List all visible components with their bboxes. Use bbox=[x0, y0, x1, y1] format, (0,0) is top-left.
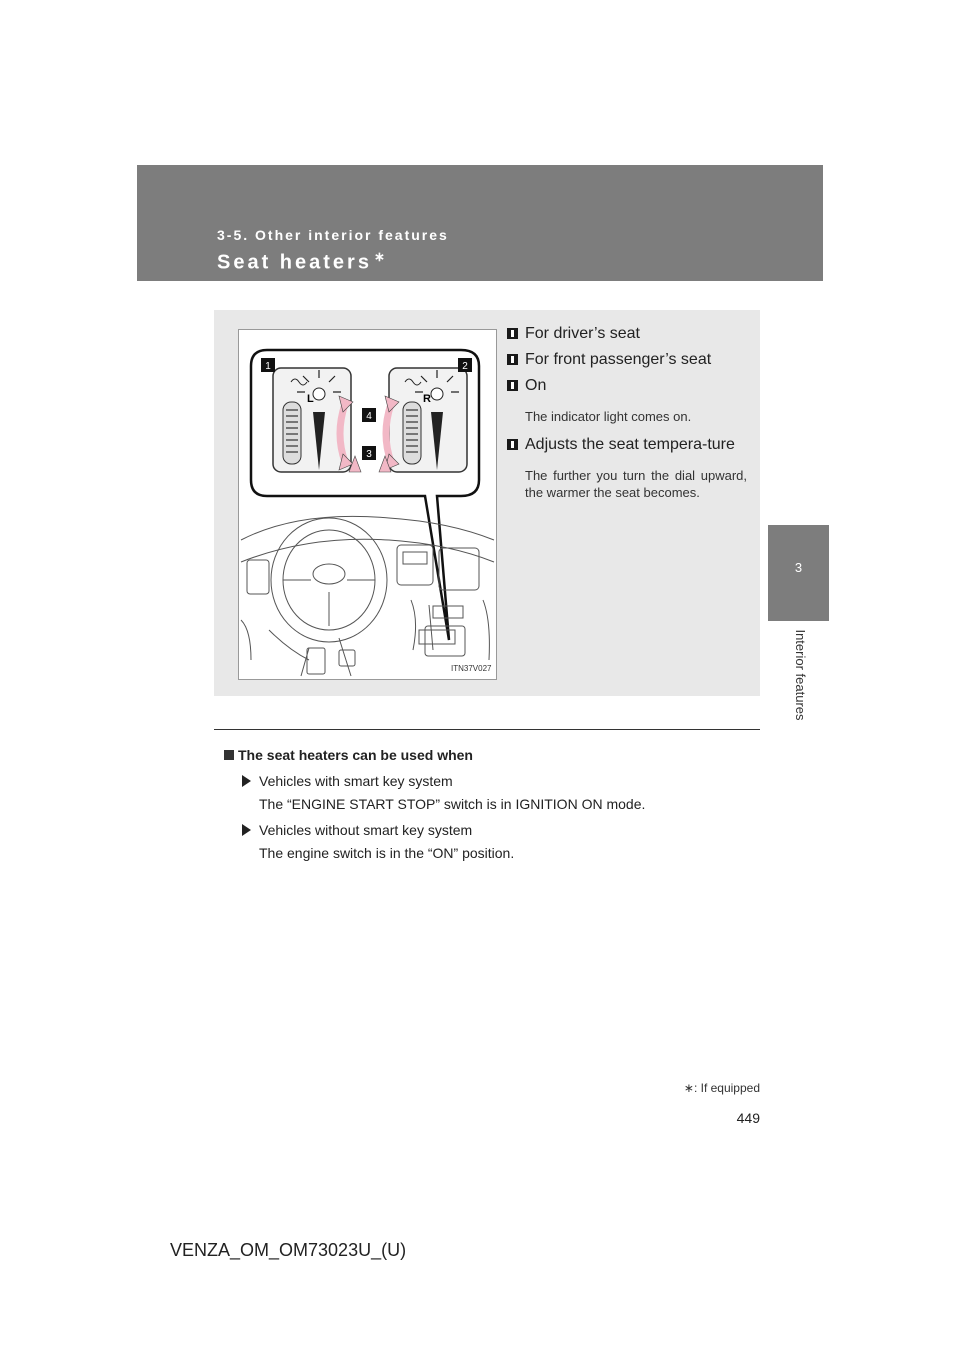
callout-number-3: 3 bbox=[366, 449, 372, 460]
chapter-number: 3 bbox=[794, 560, 803, 575]
legend-label: Adjusts the seat tempera-ture bbox=[525, 436, 735, 453]
note-heading-text: The seat heaters can be used when bbox=[238, 747, 473, 763]
note-heading bbox=[224, 747, 764, 763]
illustration-code: ITN37V027 bbox=[451, 664, 492, 673]
left-indicator-light-icon bbox=[313, 388, 325, 400]
legend-number-box-icon bbox=[507, 328, 518, 339]
usage-notes bbox=[224, 747, 764, 861]
legend-description: The further you turn the dial upward, the warmer the seat becomes. bbox=[525, 468, 747, 500]
right-dial-letter: R bbox=[423, 393, 431, 405]
chapter-label: Interior features bbox=[793, 629, 808, 721]
heading-square-icon bbox=[224, 750, 234, 760]
left-dial bbox=[283, 402, 301, 464]
page-title-text: Seat heaters bbox=[217, 251, 372, 274]
section-label: 3-5. Other interior features bbox=[217, 227, 449, 243]
legend-label: For front passenger’s seat bbox=[525, 351, 712, 368]
footnote-mark: ∗ bbox=[683, 1081, 694, 1095]
pointer-arrow-icon bbox=[242, 824, 251, 836]
legend-item-1 bbox=[507, 324, 747, 344]
legend-number-box-icon bbox=[507, 354, 518, 365]
figure-legend bbox=[507, 324, 747, 511]
right-switch-panel bbox=[389, 368, 467, 472]
note-item-label: Vehicles with smart key system bbox=[259, 773, 453, 789]
left-dial-letter: L bbox=[307, 393, 314, 405]
document-id: VENZA_OM_OM73023U_(U) bbox=[170, 1240, 407, 1260]
callout-number-4: 4 bbox=[366, 411, 372, 422]
seat-heater-illustration bbox=[238, 329, 497, 680]
section-divider bbox=[214, 729, 760, 730]
footnote-text: : If equipped bbox=[693, 1081, 760, 1095]
legend-number-box-icon bbox=[507, 439, 518, 450]
page-title bbox=[217, 249, 388, 275]
illustration-svg bbox=[239, 330, 496, 679]
note-item-label: Vehicles without smart key system bbox=[259, 822, 473, 838]
right-dial bbox=[403, 402, 421, 464]
footnote bbox=[620, 1081, 760, 1095]
equipped-mark: ∗ bbox=[373, 249, 388, 264]
legend-label: For driver’s seat bbox=[525, 325, 640, 342]
pointer-arrow-icon bbox=[242, 775, 251, 787]
note-item-no-smart-key bbox=[242, 822, 764, 838]
header-band bbox=[137, 165, 823, 281]
legend-description: The indicator light comes on. bbox=[525, 409, 692, 424]
page-number: 449 bbox=[736, 1110, 760, 1126]
legend-item-3 bbox=[507, 376, 747, 425]
legend-item-4 bbox=[507, 435, 747, 501]
callout-number-1: 1 bbox=[265, 361, 271, 372]
legend-number-box-icon bbox=[507, 380, 518, 391]
note-item-text: The “ENGINE START STOP” switch is in IGNITION ON mode. bbox=[259, 796, 646, 812]
legend-item-2 bbox=[507, 350, 747, 370]
note-item-smart-key bbox=[242, 773, 764, 789]
dashboard-line-art bbox=[241, 516, 494, 676]
legend-label: On bbox=[525, 377, 547, 394]
note-item-text: The engine switch is in the “ON” position. bbox=[259, 845, 515, 861]
figure-box bbox=[214, 310, 760, 696]
callout-number-2: 2 bbox=[462, 361, 468, 372]
right-indicator-light-icon bbox=[431, 388, 443, 400]
